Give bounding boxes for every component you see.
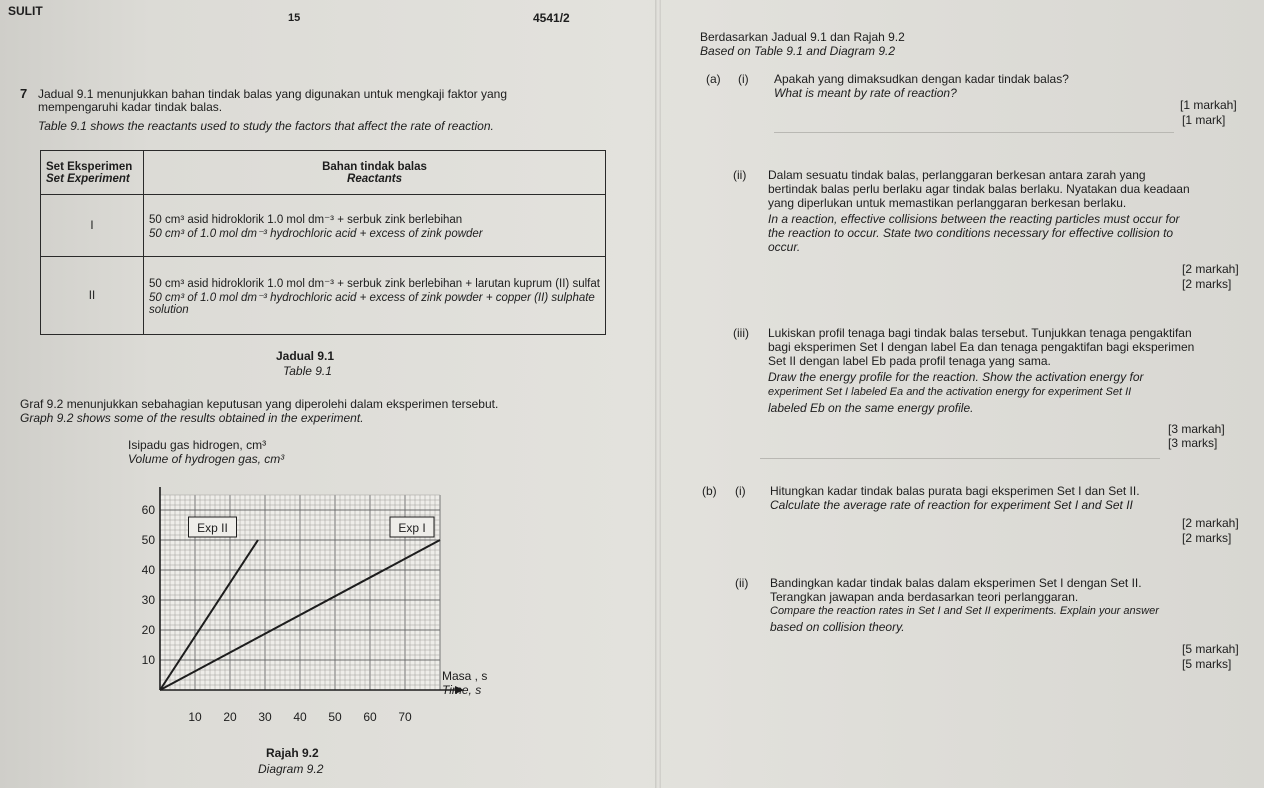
hydrogen-volume-chart — [118, 470, 538, 740]
part-aiii-ms-1: Lukiskan profil tenaga bagi tindak balas tersebut. Tunjukkan tenaga pengaktifan — [768, 326, 1192, 340]
answer-line — [760, 458, 1160, 459]
part-bii-en-1: Compare the reaction rates in Set I and Set II experiments. Explain your answer — [770, 605, 1159, 617]
part-aii-ms-2: bertindak balas perlu berlaku agar tindak balas berlaku. Nyatakan dua keadaan — [768, 182, 1190, 196]
row-reactants-en: 50 cm³ of 1.0 mol dm⁻³ hydrochloric acid + excess of zink powder — [149, 227, 483, 240]
chart-ylabel-ms: Isipadu gas hidrogen, cm³ — [128, 438, 267, 452]
part-aii-mark-ms: [2 markah] — [1182, 262, 1239, 276]
chart-caption-ms: Rajah 9.2 — [266, 746, 319, 760]
row-reactants-ms: 50 cm³ asid hidroklorik 1.0 mol dm⁻³ + serbuk zink berlebihan + larutan kuprum (II) sulfat — [149, 277, 600, 290]
question-number: 7 — [20, 86, 28, 101]
paper-code: 4541/2 — [533, 11, 570, 25]
graph-intro-en: Graph 9.2 shows some of the results obtained in the experiment. — [20, 411, 364, 425]
table-caption-ms: Jadual 9.1 — [276, 349, 335, 363]
part-bii-ms-1: Bandingkan kadar tindak balas dalam eksperimen Set I dengan Set II. — [770, 576, 1142, 590]
x-tick-label: 40 — [293, 710, 307, 724]
table-row — [41, 195, 606, 257]
part-aiii-mark-ms: [3 markah] — [1168, 422, 1225, 436]
part-aii-en-3: occur. — [768, 240, 801, 254]
part-aii-ms-1: Dalam sesuatu tindak balas, perlanggaran berkesan antara zarah yang — [768, 168, 1146, 182]
header-set-ms: Set Eksperimen — [46, 160, 133, 173]
part-bi-mark-en: [2 marks] — [1182, 531, 1232, 545]
part-ai-mark-en: [1 mark] — [1182, 113, 1226, 127]
header-reactants-ms: Bahan tindak balas — [322, 160, 427, 173]
y-tick-label: 20 — [141, 623, 155, 637]
question-intro-en: Table 9.1 shows the reactants used to study the factors that affect the rate of reaction. — [38, 119, 494, 133]
header-reactants-en: Reactants — [347, 172, 402, 185]
x-axis-label-en: Time, s — [442, 683, 482, 697]
part-aiii-en-2: experiment Set I labeled Ea and the activation energy for experiment Set II — [768, 386, 1132, 398]
part-aii-en-2: the reaction to occur. State two conditions necessary for effective collision to — [768, 226, 1174, 240]
page-fold — [655, 0, 661, 788]
part-bii-en-2: based on collision theory. — [770, 620, 905, 634]
x-axis-label-ms: Masa , s — [442, 669, 488, 683]
x-tick-label: 70 — [398, 710, 412, 724]
part-bi-ms: Hitungkan kadar tindak balas purata bagi eksperimen Set I dan Set II. — [770, 484, 1140, 498]
sulit-label: SULIT — [8, 4, 43, 18]
row-set: II — [41, 257, 144, 335]
y-tick-label: 50 — [141, 533, 155, 547]
table-row — [41, 257, 606, 335]
page-number: 15 — [288, 12, 301, 24]
part-bi-mark-ms: [2 markah] — [1182, 516, 1239, 530]
part-aiii-en-3: labeled Eb on the same energy profile. — [768, 401, 974, 415]
part-ai-ms: Apakah yang dimaksudkan dengan kadar tindak balas? — [774, 72, 1069, 86]
part-bi-label: (i) — [735, 484, 746, 498]
part-aiii-mark-en: [3 marks] — [1168, 436, 1218, 450]
x-tick-label: 10 — [188, 710, 202, 724]
part-bii-mark-ms: [5 markah] — [1182, 642, 1239, 656]
part-aiii-en-1: Draw the energy profile for the reaction. Show the activation energy for — [768, 370, 1144, 384]
part-aii-label: (ii) — [733, 168, 747, 182]
x-tick-label: 60 — [363, 710, 377, 724]
series-label: Exp I — [398, 521, 426, 535]
table-header-set — [41, 151, 144, 195]
part-ai-en: What is meant by rate of reaction? — [774, 86, 957, 100]
y-tick-label: 10 — [141, 653, 155, 667]
part-aii-mark-en: [2 marks] — [1182, 277, 1232, 291]
part-aii-en-1: In a reaction, effective collisions between the reacting particles must occur for — [768, 212, 1180, 226]
part-bii-mark-en: [5 marks] — [1182, 657, 1232, 671]
x-tick-label: 30 — [258, 710, 272, 724]
table-header-reactants — [144, 151, 606, 195]
graph-intro-ms: Graf 9.2 menunjukkan sebahagian keputusan yang diperolehi dalam eksperimen tersebut. — [20, 397, 499, 411]
y-tick-label: 40 — [141, 563, 155, 577]
part-ai-mark-ms: [1 markah] — [1180, 98, 1237, 112]
part-bi-en: Calculate the average rate of reaction for experiment Set I and Set II — [770, 498, 1133, 512]
row-set: I — [41, 195, 144, 257]
row-reactants-ms: 50 cm³ asid hidroklorik 1.0 mol dm⁻³ + serbuk zink berlebihan — [149, 213, 463, 226]
part-ai-label: (i) — [738, 72, 749, 86]
x-tick-label: 20 — [223, 710, 237, 724]
answer-line — [774, 132, 1174, 133]
reactants-table — [40, 150, 606, 335]
row-reactants — [144, 195, 606, 257]
part-b-label: (b) — [702, 484, 717, 498]
based-on-en: Based on Table 9.1 and Diagram 9.2 — [700, 44, 896, 58]
part-a-label: (a) — [706, 72, 721, 86]
chart-ylabel-en: Volume of hydrogen gas, cm³ — [128, 452, 285, 466]
series-label: Exp II — [197, 521, 228, 535]
part-bii-ms-2: Terangkan jawapan anda berdasarkan teori perlanggaran. — [770, 590, 1079, 604]
row-reactants-en: 50 cm³ of 1.0 mol dm⁻³ hydrochloric acid + excess of zink powder + copper (II) sulphate solution — [149, 291, 595, 316]
header-set-en: Set Experiment — [46, 172, 130, 185]
y-tick-label: 30 — [141, 593, 155, 607]
question-intro-ms: Jadual 9.1 menunjukkan bahan tindak balas yang digunakan untuk mengkaji faktor yang mempengaruhi kadar tindak balas. — [38, 87, 507, 114]
based-on-ms: Berdasarkan Jadual 9.1 dan Rajah 9.2 — [700, 30, 905, 44]
y-tick-label: 60 — [141, 503, 155, 517]
row-reactants — [144, 257, 606, 335]
part-bii-label: (ii) — [735, 576, 749, 590]
part-aii-ms-3: yang diperlukan untuk memastikan perlanggaran berkesan berlaku. — [768, 196, 1127, 210]
x-tick-label: 50 — [328, 710, 342, 724]
part-aiii-ms-2: bagi eksperimen Set I dengan label Ea dan tenaga pengaktifan bagi eksperimen — [768, 340, 1195, 354]
part-aiii-label: (iii) — [733, 326, 749, 340]
table-caption-en: Table 9.1 — [283, 364, 332, 378]
part-aiii-ms-3: Set II dengan label Eb pada profil tenaga yang sama. — [768, 354, 1051, 368]
chart-caption-en: Diagram 9.2 — [258, 762, 324, 776]
